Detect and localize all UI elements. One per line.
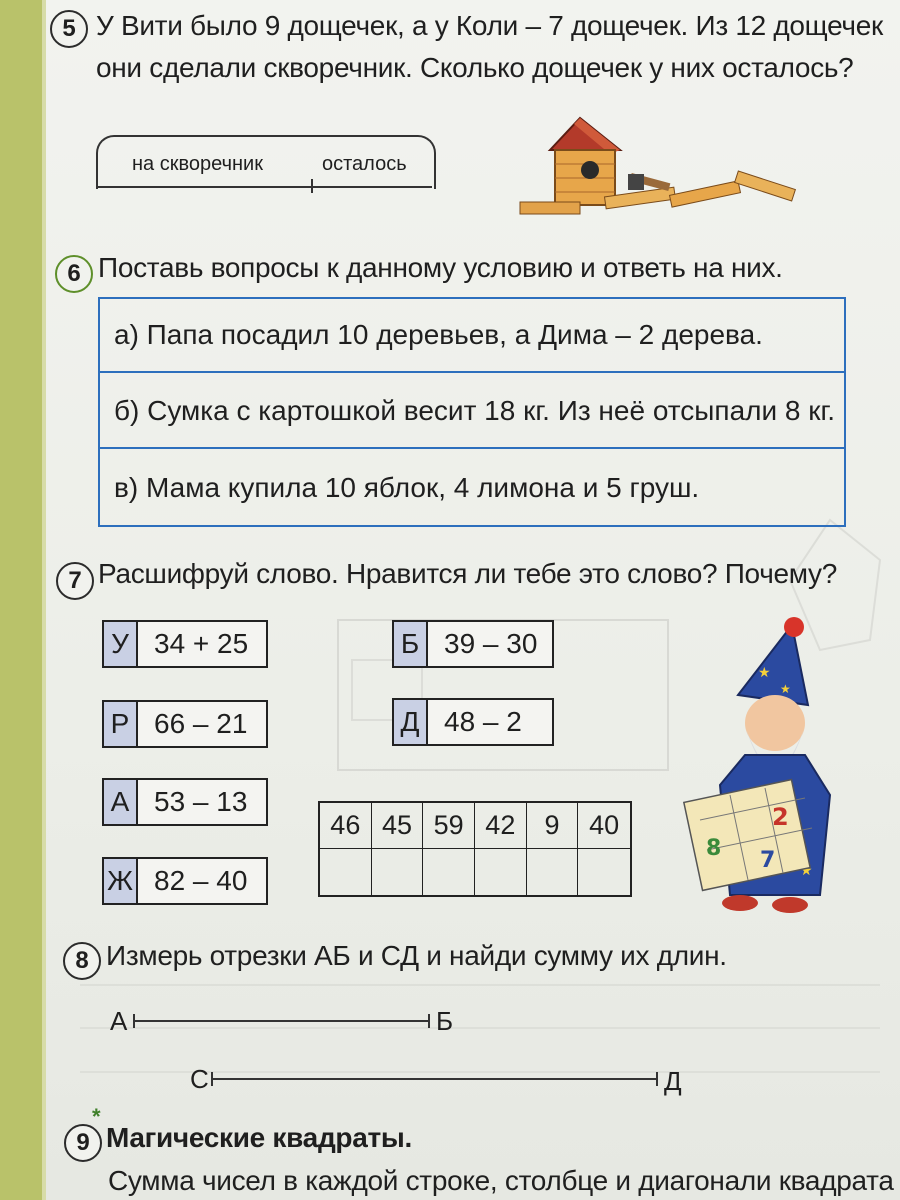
segment-ab-end-label: Б	[436, 1006, 454, 1036]
cipher-card	[102, 620, 268, 668]
diagram-label-right: осталось	[322, 153, 407, 175]
answer-letter-cell[interactable]	[578, 849, 630, 895]
segment-ab-end-tick	[428, 1014, 430, 1028]
answer-letter-cell[interactable]	[372, 849, 424, 895]
cipher-expression: 66 – 21	[154, 708, 248, 739]
task-9-text: Сумма чисел в каждой строке, столбце и диагонали квадрата	[108, 1165, 894, 1196]
segment-cd-end-label: Д	[664, 1066, 682, 1096]
task-6-instruction: Поставь вопросы к данному условию и ответь на них.	[98, 252, 783, 283]
cipher-expression: 53 – 13	[154, 786, 248, 817]
cipher-expression: 82 – 40	[154, 865, 248, 896]
task-8-instruction: Измерь отрезки АБ и СД и найди сумму их длин.	[106, 940, 727, 971]
wizard-illustration	[680, 605, 840, 920]
cipher-letter: Д	[394, 700, 428, 744]
svg-text:★: ★	[800, 863, 813, 879]
segment-cd-start-label: С	[190, 1064, 209, 1094]
task-7-number: 7	[56, 562, 94, 600]
cipher-letter: Р	[104, 702, 138, 746]
answer-number-cell: 46	[320, 803, 372, 849]
answer-number-cell: 59	[423, 803, 475, 849]
condition-row-a: а) Папа посадил 10 деревьев, а Дима – 2 дерева.	[100, 299, 844, 373]
task-8-number: 8	[63, 942, 101, 980]
task-6-conditions-table	[98, 297, 846, 527]
segment-ab-start-label: А	[110, 1006, 128, 1036]
birdhouse-illustration	[510, 110, 810, 220]
cipher-expression: 39 – 30	[444, 628, 538, 659]
task-5-number: 5	[50, 10, 88, 48]
task-9-title: Магические квадраты.	[106, 1122, 413, 1153]
answer-number-cell: 9	[527, 803, 579, 849]
segment-ab-line	[134, 1020, 430, 1022]
cipher-card	[392, 620, 554, 668]
task-5-line-2: они сделали скворечник. Сколько дощечек у них осталось?	[96, 52, 854, 83]
task-5-line-1: У Вити было 9 дощечек, а у Коли – 7 дощечек. Из 12 дощечек	[96, 10, 883, 41]
cipher-card	[102, 700, 268, 748]
answer-number-cell: 40	[578, 803, 630, 849]
task-7-instruction: Расшифруй слово. Нравится ли тебе это слово? Почему?	[98, 558, 838, 589]
diagram-label-left: на скворечник	[132, 153, 263, 175]
wizard-map-digit: 2	[772, 803, 789, 831]
cipher-letter: Ж	[104, 859, 138, 903]
cipher-expression: 34 + 25	[154, 628, 249, 659]
cipher-letter: У	[104, 622, 138, 666]
condition-row-b: б) Сумка с картошкой весит 18 кг. Из неё отсыпали 8 кг.	[100, 375, 844, 449]
wizard-map-digit: 8	[706, 836, 722, 861]
svg-text:★: ★	[780, 682, 791, 696]
answer-number-cell: 42	[475, 803, 527, 849]
difficulty-star-icon: *	[92, 1104, 101, 1129]
svg-text:★: ★	[758, 665, 771, 681]
cipher-card	[102, 857, 268, 905]
diagram-divider-tick	[311, 179, 313, 193]
condition-row-c: в) Мама купила 10 яблок, 4 лимона и 5 груш.	[114, 472, 700, 503]
wizard-map-digit: 7	[760, 848, 776, 873]
cipher-letter: Б	[394, 622, 428, 666]
cipher-expression: 48 – 2	[444, 706, 522, 737]
task-9-number: 9	[64, 1124, 102, 1162]
answer-letter-cell[interactable]	[320, 849, 372, 895]
answer-letter-cell[interactable]	[527, 849, 579, 895]
diagram-base-line	[96, 186, 432, 188]
segment-cd-line	[212, 1078, 658, 1080]
cipher-letter: А	[104, 780, 138, 824]
cipher-card	[392, 698, 554, 746]
answer-letter-cell[interactable]	[423, 849, 475, 895]
answer-letter-cell[interactable]	[475, 849, 527, 895]
answer-number-cell: 45	[372, 803, 424, 849]
task-6-number: 6	[55, 255, 93, 293]
cipher-card	[102, 778, 268, 826]
answer-grid	[318, 801, 632, 897]
segment-cd-end-tick	[656, 1072, 658, 1086]
